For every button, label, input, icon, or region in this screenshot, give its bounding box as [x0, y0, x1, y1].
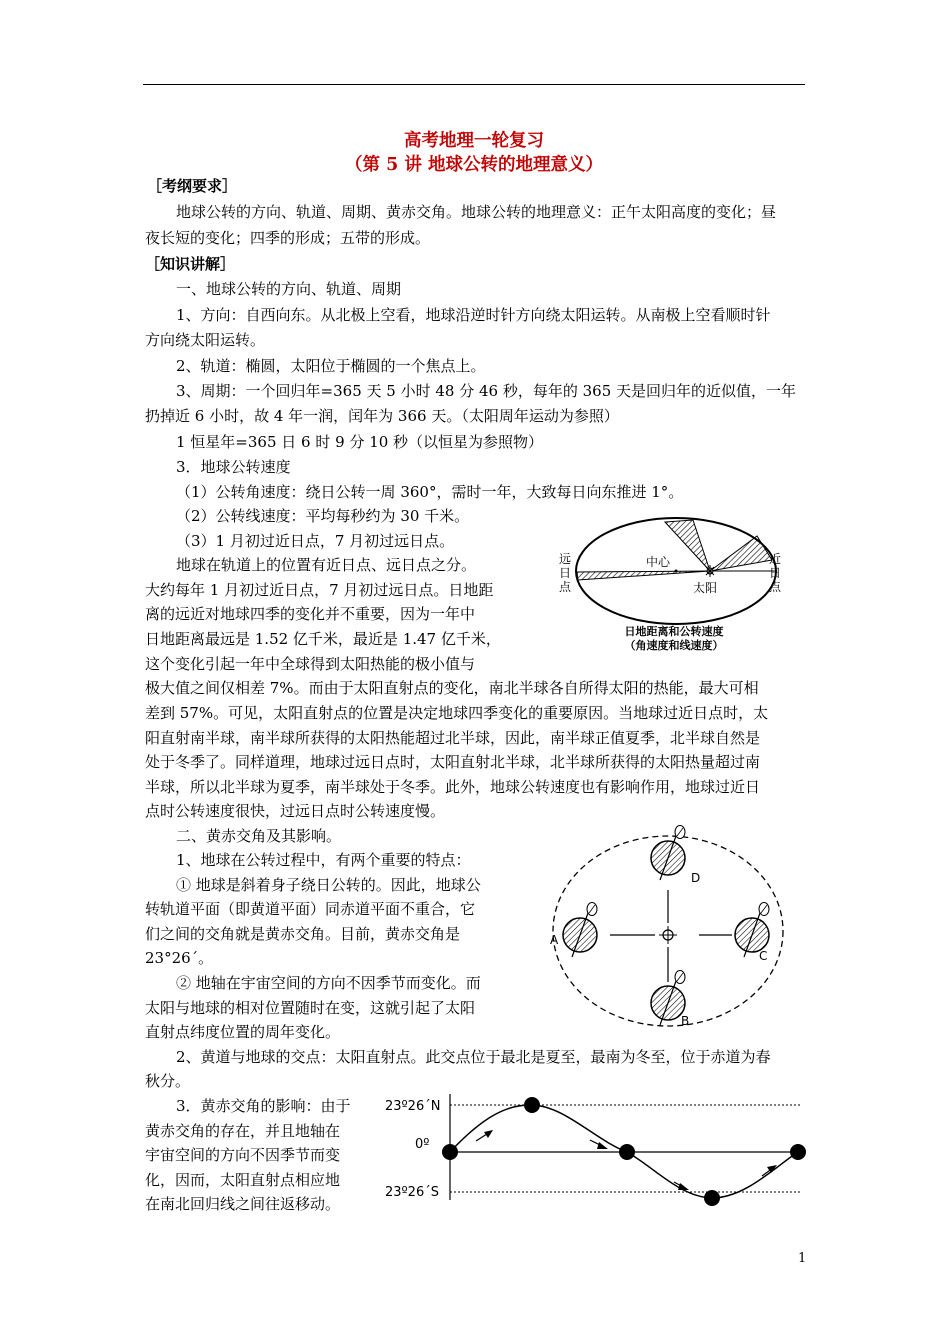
- paragraph-line: 转轨道平面（即黄道平面）同赤道平面不重合，它: [145, 900, 476, 918]
- winter-solstice-point: [704, 1190, 720, 1206]
- arrowhead-icon: [484, 1130, 493, 1138]
- far-sector: [577, 571, 710, 580]
- paragraph-line: 黄赤交角的存在，并且地轴在: [145, 1122, 341, 1140]
- arrowhead-icon: [597, 1142, 608, 1149]
- sun-icon: [659, 926, 677, 944]
- position-label-c: C: [759, 949, 768, 963]
- orbit-speed-figure: [550, 515, 800, 655]
- position-label-d: D: [691, 871, 701, 885]
- sun-label: 太阳: [693, 581, 718, 595]
- header-rule: [143, 84, 805, 85]
- paragraph-line: （3）1 月初过近日点，7 月初过远日点。: [176, 532, 455, 550]
- far-point-label: 点: [559, 580, 572, 594]
- paragraph-line: 23°26´。: [145, 949, 214, 967]
- section-heading: 二、黄赤交角及其影响。: [176, 827, 342, 845]
- paragraph-line: 们之间的交角就是黄赤交角。目前，黄赤交角是: [145, 925, 461, 943]
- earth-a-icon: [563, 903, 597, 958]
- far-point-label: 日: [559, 566, 572, 580]
- paragraph-line: 2、黄道与地球的交点：太阳直射点。此交点位于最北是夏至，最南为冬至，位于赤道为春: [176, 1048, 771, 1066]
- paragraph-line: 2、轨道：椭圆，太阳位于椭圆的一个焦点上。: [176, 357, 486, 375]
- paragraph-line: 1、地球在公转过程中，有两个重要的特点：: [176, 851, 471, 869]
- paragraph-line: 点时公转速度很快，过远日点时公转速度慢。: [145, 802, 446, 820]
- paragraph-line: 3．黄赤交角的影响：由于: [176, 1097, 351, 1115]
- near-sector-top: [665, 520, 710, 571]
- doc-title: 高考地理一轮复习: [404, 131, 544, 151]
- section-heading: 一、地球公转的方向、轨道、周期: [176, 280, 402, 298]
- summer-solstice-point: [524, 1097, 540, 1113]
- near-sector-right: [710, 536, 772, 571]
- paragraph-line: 日地距离最远是 1.52 亿千米，最近是 1.47 亿千米，: [145, 630, 501, 648]
- center-dot: [675, 570, 678, 573]
- paragraph-line: 夜长短的变化；四季的形成；五带的形成。: [145, 229, 431, 247]
- center-label: 中心: [646, 555, 671, 569]
- paragraph-line: 太阳与地球的相对位置随时在变，这就引起了太阳: [145, 999, 476, 1017]
- paragraph-line: （1）公转角速度：绕日公转一周 360°，需时一年，大致每日向东推进 1°。: [176, 483, 684, 501]
- figure-caption: 日地距离和公转速度: [624, 625, 724, 638]
- earth-d-icon: [651, 826, 685, 881]
- position-label-a: A: [550, 933, 559, 947]
- paragraph-line: 差到 57%。可见，太阳直射点的位置是决定地球四季变化的重要原因。当地球过近日点时，太: [145, 704, 769, 722]
- arrowhead-icon: [678, 1183, 689, 1190]
- paragraph-line: 扔掉近 6 小时，故 4 年一润，闰年为 366 天。（太阳周年运动为参照）: [145, 407, 619, 425]
- paragraph-line: 地球公转的方向、轨道、周期、黄赤交角。地球公转的地理意义：正午太阳高度的变化；昼: [176, 203, 777, 221]
- paragraph-line: 处于冬季了。同样道理，地球过远日点时，太阳直射北半球，北半球所获得的太阳热量超过南: [145, 753, 761, 771]
- equator-label: 0º: [415, 1137, 430, 1152]
- page-number: 1: [798, 1251, 807, 1266]
- near-point-label: 点: [769, 580, 782, 594]
- paragraph-line: 离的远近对地球四季的变化并不重要，因为一年中: [145, 605, 476, 623]
- paragraph-line: 在南北回归线之间往返移动。: [145, 1195, 341, 1213]
- near-point-label: 近: [769, 552, 782, 566]
- paragraph-line: ① 地球是斜着身子绕日公转的。因此，地球公: [176, 876, 481, 894]
- equinox-point: [442, 1144, 458, 1160]
- tropic-south-label: 23º26´S: [385, 1185, 439, 1200]
- paragraph-line: 半球，所以北半球为夏季，南半球处于冬季。此外，地球公转速度也有影响作用，地球过近日: [145, 778, 761, 796]
- paragraph-line: 方向绕太阳运转。: [145, 331, 266, 349]
- heading-syllabus: ［考纲要求］: [147, 177, 238, 195]
- paragraph-line: 1、方向：自西向东。从北极上空看，地球沿逆时针方向绕太阳运转。从南极上空看顺时针: [176, 306, 771, 324]
- far-point-label: 远: [559, 552, 572, 566]
- doc-subtitle: （第 5 讲 地球公转的地理意义）: [345, 155, 603, 175]
- paragraph-line: 1 恒星年=365 日 6 时 9 分 10 秒（以恒星为参照物）: [176, 433, 544, 451]
- paragraph-line: 3、周期：一个回归年=365 天 5 小时 48 分 46 秒，每年的 365 天是回归年的近似值，一年: [176, 382, 797, 400]
- paragraph-line: 地球在轨道上的位置有近日点、远日点之分。: [176, 556, 477, 574]
- paragraph-line: 秋分。: [145, 1072, 191, 1090]
- position-label-b: B: [681, 1014, 690, 1028]
- paragraph-line: 阳直射南半球，南半球所获得的太阳热能超过北半球，因此，南半球正值夏季，北半球自然是: [145, 729, 761, 747]
- paragraph-line: ② 地轴在宇宙空间的方向不因季节而变化。而: [176, 974, 481, 992]
- figure-caption: （角速度和线速度）: [624, 639, 724, 652]
- paragraph-line: 极大值之间仅相差 7%。而由于太阳直射点的变化，南北半球各自所得太阳的热能，最大可相: [145, 679, 759, 697]
- paragraph-line: 化，因而，太阳直射点相应地: [145, 1171, 341, 1189]
- equinox-point: [790, 1144, 806, 1160]
- seasons-orbit-figure: [545, 808, 795, 1036]
- paragraph-line: 大约每年 1 月初过近日点，7 月初过远日点。日地距: [145, 581, 494, 599]
- paragraph-line: （2）公转线速度：平均每秒约为 30 千米。: [176, 507, 470, 525]
- near-point-label: 日: [769, 566, 782, 580]
- paragraph-line: 这个变化引起一年中全球得到太阳热能的极小值与: [145, 655, 476, 673]
- paragraph-line: 3．地球公转速度: [176, 458, 291, 476]
- paragraph-line: 宇宙空间的方向不因季节而变: [145, 1146, 341, 1164]
- subsolar-migration-figure: [380, 1092, 815, 1212]
- paragraph-line: 直射点纬度位置的周年变化。: [145, 1023, 341, 1041]
- heading-knowledge: ［知识讲解］: [145, 255, 236, 273]
- equinox-point: [619, 1144, 635, 1160]
- tropic-north-label: 23º26´N: [385, 1099, 441, 1114]
